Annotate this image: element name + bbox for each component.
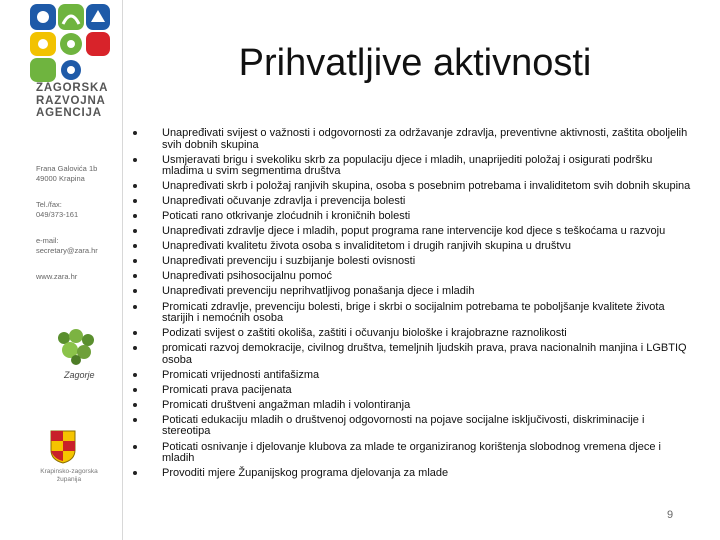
bullet-text: Unapređivati psihosocijalnu pomoć	[162, 270, 332, 283]
agency-line-3: AGENCIJA	[36, 107, 102, 119]
bullet-dot-icon	[133, 158, 137, 162]
bullet-text: Unapređivati kvalitetu života osoba s invaliditetom i drugih ranjivih skupina u društvu	[162, 240, 572, 253]
bullet-item	[132, 370, 692, 382]
bullet-item	[132, 400, 692, 412]
bullet-text: Unapređivati prevenciju i suzbijanje bolesti ovisnosti	[162, 255, 416, 268]
bullet-dot-icon	[133, 418, 137, 422]
bullet-dot-icon	[133, 445, 137, 449]
agency-name	[36, 82, 122, 120]
agency-line-2: RAZVOJNA	[36, 94, 106, 107]
bullet-text: promicati razvoj demokracije, civilnog društva, temeljnih ljudskih prava, prava nacionalnih manjina i LGBTIQ osoba	[162, 342, 687, 366]
bullet-dot-icon	[133, 199, 137, 203]
address-line-1: Frana Galovića 1b	[36, 164, 98, 173]
county-line-1: Krapinsko-zagorska	[40, 468, 98, 475]
bullet-item	[132, 468, 692, 480]
bullet-text: Unapređivati prevenciju neprihvatljivog ponašanja djece i mladih	[162, 285, 475, 298]
bullet-text: Poticati osnivanje i djelovanje klubova za mlade te organiziranog korištenja slobodnog vremena djece i mladih	[162, 440, 661, 465]
bullet-dot-icon	[133, 305, 137, 309]
bullet-text: Unapređivati očuvanje zdravlja i prevencija bolesti	[162, 195, 406, 208]
bullet-dot-icon	[133, 274, 137, 278]
tel-label: Tel./fax:	[36, 200, 62, 209]
bullet-dot-icon	[133, 244, 137, 248]
bullet-item	[132, 343, 692, 366]
bullet-dot-icon	[133, 184, 137, 188]
bullet-dot-icon	[133, 331, 137, 335]
bullet-text: Poticati edukaciju mladih o društvenoj odgovornosti na pojave socijalne isključivosti, diskriminacije i stereotipa	[162, 413, 645, 438]
bullet-dot-icon	[133, 131, 137, 135]
tel-value: 049/373-161	[36, 210, 79, 219]
bullet-text: Unapređivati skrb i položaj ranjivih skupina, osoba s posebnim potrebama i invaliditetom svih dobnih skupina	[162, 180, 691, 193]
bullet-text: Promicati prava pacijenata	[162, 383, 292, 396]
agency-logo	[30, 4, 110, 84]
bullet-dot-icon	[133, 259, 137, 263]
county-line-2: županija	[56, 476, 82, 483]
bullet-text: Usmjeravati brigu i svekoliku skrb za populaciju djece i mladih, unaprijediti položaj i osigurati podršku mladima u svim segmentima društva	[162, 153, 653, 178]
website-link[interactable]: www.zara.hr	[36, 272, 78, 281]
bullet-dot-icon	[133, 403, 137, 407]
bullet-dot-icon	[133, 346, 137, 350]
bullet-item	[132, 128, 692, 151]
bullet-text: Promicati društveni angažman mladih i volontiranja	[162, 398, 411, 411]
bullet-dot-icon	[133, 471, 137, 475]
bullet-item	[132, 286, 692, 298]
bullet-text: Poticati rano otkrivanje zloćudnih i kroničnih bolesti	[162, 210, 411, 223]
sidebar	[0, 0, 123, 540]
bullet-item	[132, 155, 692, 178]
bullet-dot-icon	[133, 229, 137, 233]
bullet-dot-icon	[133, 289, 137, 293]
bullet-item	[132, 211, 692, 223]
bullet-item	[132, 271, 692, 283]
address-line-2: 49000 Krapina	[36, 174, 85, 183]
bullet-text: Unapređivati svijest o važnosti i odgovornosti za održavanje zdravlja, preventivne aktivnosti, zaštita oboljelih svih dobnih skupina	[162, 127, 688, 151]
county-name	[38, 468, 100, 484]
bullet-text: Provoditi mjere Županijskog programa djelovanja za mlade	[162, 467, 449, 480]
zagorje-label: Zagorje	[64, 370, 95, 380]
email-link[interactable]: secretary@zara.hr	[36, 246, 98, 255]
bullet-item	[132, 302, 692, 325]
bullet-item	[132, 181, 692, 193]
county-coat-of-arms	[50, 430, 76, 464]
bullet-item	[132, 196, 692, 208]
zagorje-logo	[48, 328, 104, 368]
page-number: 9	[667, 509, 674, 521]
bullet-item	[132, 415, 692, 438]
agency-line-1: ZAGORSKA	[36, 82, 109, 94]
bullet-item	[132, 442, 692, 465]
slide-title: Prihvatljive aktivnosti	[238, 42, 592, 84]
bullet-item	[132, 241, 692, 253]
bullet-text: Promicati zdravlje, prevenciju bolesti, brige i skrbi o socijalnim potrebama te poboljšanje kvalitete života starijih i nemoćnih osoba	[162, 300, 665, 325]
bullet-item	[132, 328, 692, 340]
email-label: e-mail:	[36, 236, 59, 245]
bullet-dot-icon	[133, 373, 137, 377]
bullet-dot-icon	[133, 388, 137, 392]
bullet-item	[132, 226, 692, 238]
bullet-list	[132, 128, 692, 483]
bullet-item	[132, 385, 692, 397]
bullet-dot-icon	[133, 214, 137, 218]
bullet-text: Unapređivati zdravlje djece i mladih, poput programa rane intervencije kod djece s teškoćama u razvoju	[162, 225, 666, 238]
bullet-text: Promicati vrijednosti antifašizma	[162, 368, 320, 381]
bullet-text: Podizati svijest o zaštiti okoliša, zaštiti i očuvanju biološke i krajobrazne raznolikosti	[162, 327, 567, 340]
bullet-item	[132, 256, 692, 268]
